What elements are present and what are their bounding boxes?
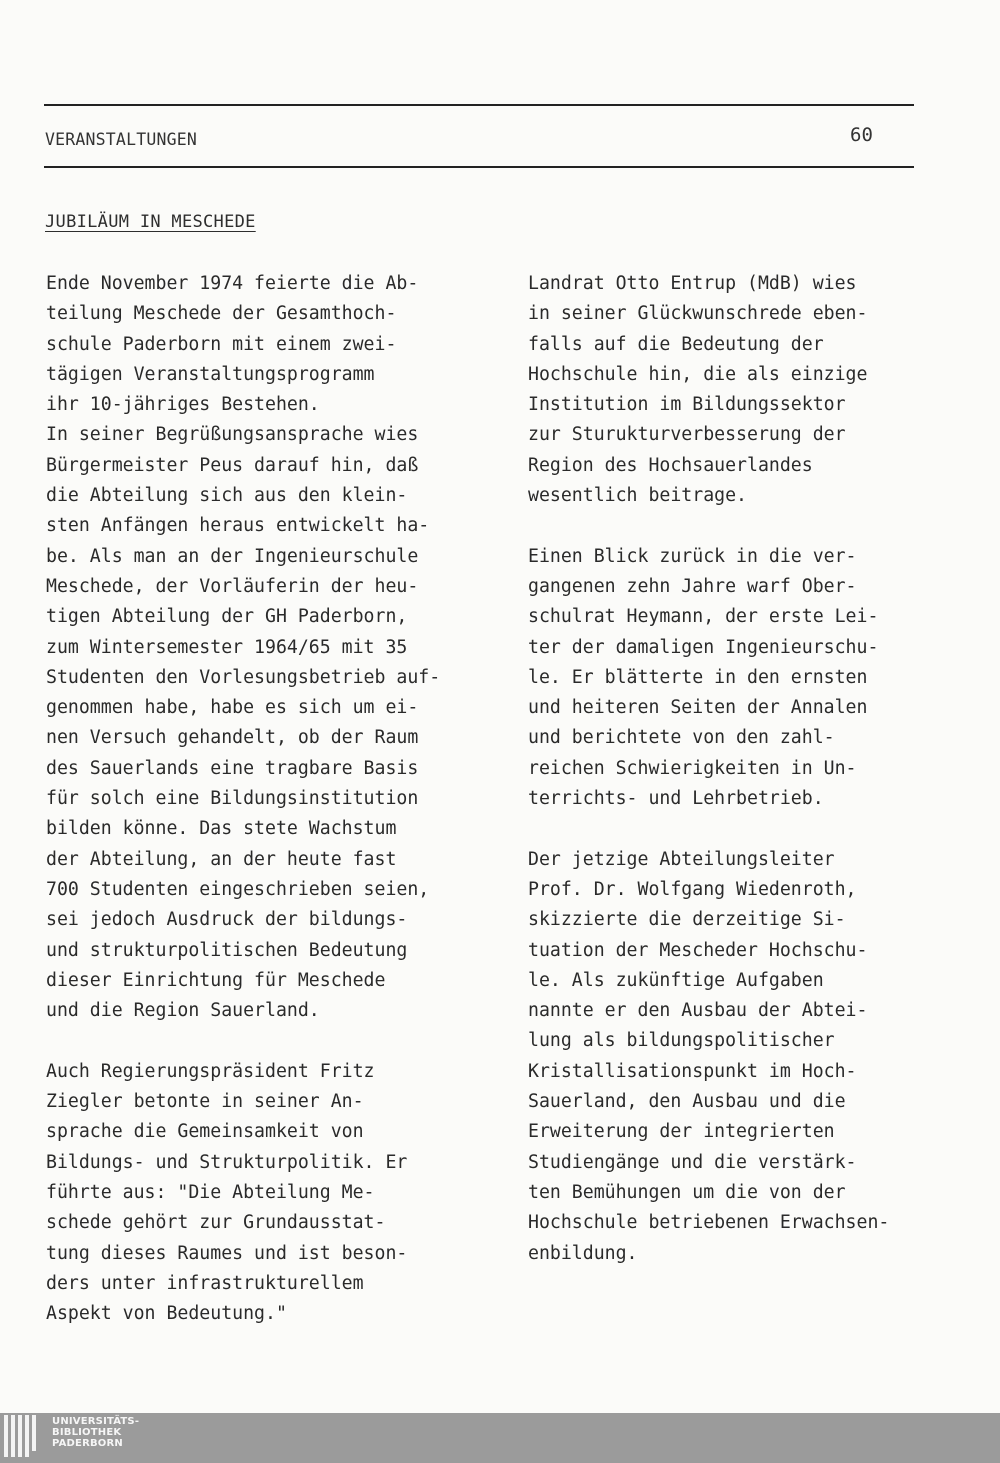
text-line: Hochschule hin, die als einzige — [528, 363, 868, 385]
text-line: le. Als zukünftige Aufgaben — [528, 969, 824, 991]
paragraph-gap — [46, 1026, 506, 1056]
logo-line: BIBLIOTHEK — [52, 1427, 122, 1438]
section-label: VERANSTALTUNGEN — [45, 130, 198, 149]
text-line: le. Er blätterte in den ernsten — [528, 666, 868, 688]
left-column — [46, 269, 506, 1329]
text-line: tung dieses Raumes und ist beson- — [46, 1242, 408, 1264]
text-line: genommen habe, habe es sich um ei- — [46, 697, 419, 719]
text-line: terrichts- und Lehrbetrieb. — [528, 788, 824, 810]
paragraph-gap — [528, 814, 968, 844]
text-line: bilden könne. Das stete Wachstum — [46, 818, 397, 840]
text-line: Studenten den Vorlesungsbetrieb auf- — [46, 666, 441, 688]
text-line: Sauerland, den Ausbau und die — [528, 1091, 846, 1113]
text-line: Der jetzige Abteilungsleiter — [528, 848, 835, 870]
text-line: und heiteren Seiten der Annalen — [528, 697, 868, 719]
text-line: Hochschule betriebenen Erwachsen- — [528, 1212, 890, 1234]
text-line: Einen Blick zurück in die ver- — [528, 545, 857, 567]
text-line: und die Region Sauerland. — [46, 1000, 320, 1022]
page-number: 60 — [850, 124, 873, 146]
text-line: sten Anfängen heraus entwickelt ha- — [46, 515, 430, 537]
text-line: der Abteilung, an der heute fast — [46, 848, 397, 870]
footer-bar — [0, 1413, 1000, 1463]
text-line: gangenen zehn Jahre warf Ober- — [528, 575, 857, 597]
text-line: lung als bildungspolitischer — [528, 1030, 835, 1052]
text-line: wesentlich beitrage. — [528, 485, 747, 507]
text-line: nen Versuch gehandelt, ob der Raum — [46, 727, 419, 749]
text-line: ders unter infrastrukturellem — [46, 1272, 364, 1294]
text-line: Ende November 1974 feierte die Ab- — [46, 273, 419, 294]
text-line: Prof. Dr. Wolfgang Wiedenroth, — [528, 878, 857, 900]
text-line: in seiner Glückwunschrede eben- — [528, 303, 868, 325]
text-line: sei jedoch Ausdruck der bildungs- — [46, 909, 408, 931]
text-line: zur Sturukturverbesserung der — [528, 424, 846, 446]
text-line: für solch eine Bildungsinstitution — [46, 788, 419, 810]
paragraph-gap — [528, 511, 968, 541]
text-line: Bildungs- und Strukturpolitik. Er — [46, 1151, 408, 1173]
logo-line: UNIVERSITÄTS- — [52, 1416, 140, 1427]
library-logo-text — [52, 1416, 139, 1449]
text-line: Bürgermeister Peus darauf hin, daß — [46, 454, 419, 476]
text-line: und berichtete von den zahl- — [528, 727, 835, 749]
text-line: Landrat Otto Entrup (MdB) wies — [528, 273, 857, 294]
text-line: falls auf die Bedeutung der — [528, 333, 824, 355]
text-line: Region des Hochsauerlandes — [528, 454, 813, 476]
text-line: und strukturpolitischen Bedeutung — [46, 939, 408, 961]
text-line: die Abteilung sich aus den klein- — [46, 485, 408, 507]
text-line: Institution im Bildungssektor — [528, 394, 846, 416]
text-line: ihr 10-jähriges Bestehen. — [46, 394, 320, 416]
text-line: tuation der Mescheder Hochschu- — [528, 939, 868, 961]
text-line: reichen Schwierigkeiten in Un- — [528, 757, 857, 779]
text-line: schulrat Heymann, der erste Lei- — [528, 606, 879, 628]
text-line: Auch Regierungspräsident Fritz — [46, 1060, 375, 1082]
text-line: Ziegler betonte in seiner An- — [46, 1091, 364, 1113]
text-line: sprache die Gemeinsamkeit von — [46, 1121, 364, 1143]
text-line: 700 Studenten eingeschrieben seien, — [46, 878, 430, 900]
text-line: skizzierte die derzeitige Si- — [528, 909, 846, 931]
text-line: teilung Meschede der Gesamthoch- — [46, 303, 397, 325]
text-line: dieser Einrichtung für Meschede — [46, 969, 386, 991]
text-line: schule Paderborn mit einem zwei- — [46, 333, 397, 355]
library-bars-icon — [4, 1415, 42, 1461]
text-line: Erweiterung der integrierten — [528, 1121, 835, 1143]
text-line: enbildung. — [528, 1242, 638, 1264]
text-line: Meschede, der Vorläuferin der heu- — [46, 575, 419, 597]
text-line: schede gehört zur Grundausstat- — [46, 1212, 386, 1234]
text-line: ter der damaligen Ingenieurschu- — [528, 636, 879, 658]
text-line: ten Bemühungen um die von der — [528, 1181, 846, 1203]
text-line: Studiengänge und die verstärk- — [528, 1151, 857, 1173]
text-line: tägigen Veranstaltungsprogramm — [46, 363, 375, 385]
text-line: nannte er den Ausbau der Abtei- — [528, 1000, 868, 1022]
text-line: führte aus: "Die Abteilung Me- — [46, 1181, 375, 1203]
text-line: In seiner Begrüßungsansprache wies — [46, 424, 419, 446]
text-line: des Sauerlands eine tragbare Basis — [46, 757, 419, 779]
text-line: tigen Abteilung der GH Paderborn, — [46, 606, 408, 628]
text-line: zum Wintersemester 1964/65 mit 35 — [46, 636, 408, 658]
article-title: JUBILÄUM IN MESCHEDE — [45, 212, 256, 232]
header-rule-top — [44, 104, 914, 106]
text-line: Aspekt von Bedeutung." — [46, 1303, 287, 1325]
header-rule-bottom — [44, 166, 914, 168]
logo-line: PADERBORN — [52, 1438, 123, 1449]
text-line: Kristallisationspunkt im Hoch- — [528, 1060, 857, 1082]
text-line: be. Als man an der Ingenieurschule — [46, 545, 419, 567]
right-column — [528, 269, 968, 1269]
